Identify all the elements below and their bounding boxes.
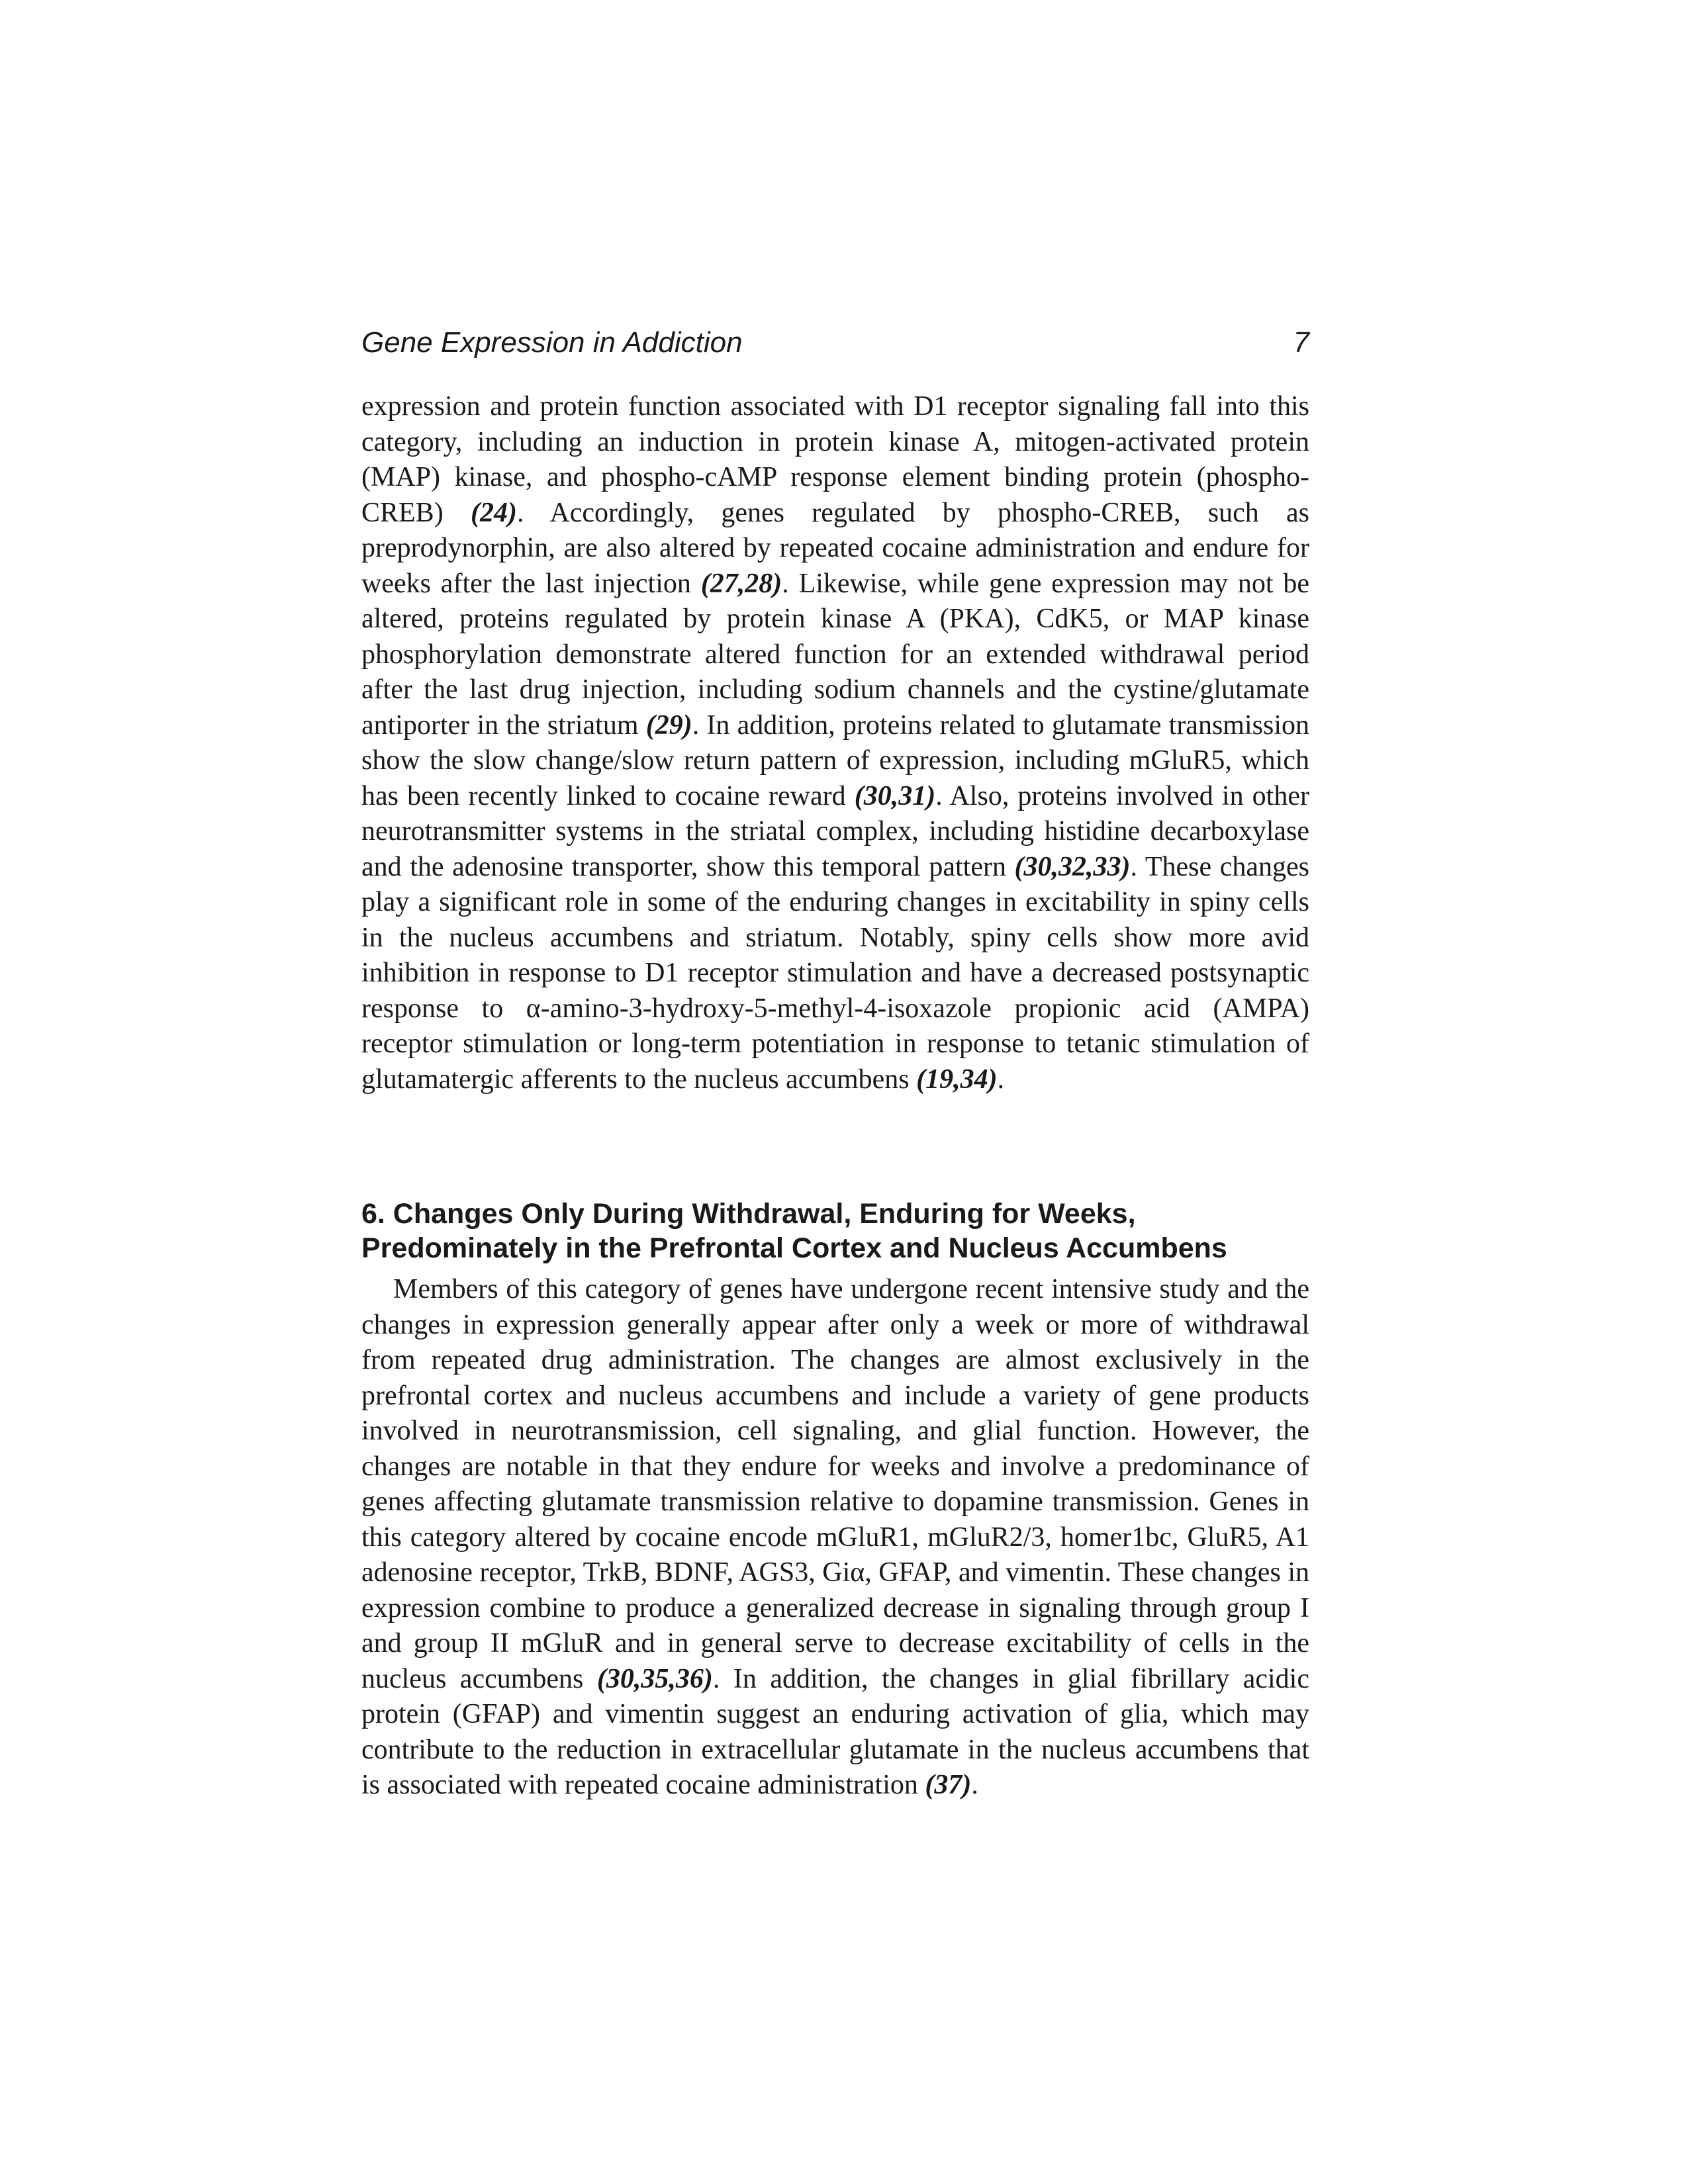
text-run: . [971,1770,978,1800]
section-heading [361,1197,1309,1265]
page-number: 7 [1293,326,1309,359]
body-paragraph-continued [361,389,1309,1097]
citation: (24) [470,497,517,528]
running-title: Gene Expression in Addiction [361,326,743,359]
citation: (19,34) [916,1064,998,1095]
citation: (37) [925,1770,972,1800]
body-paragraph [361,1272,1309,1803]
text-run: . [997,1064,1005,1095]
text-run: . These changes play a significant role in some of the enduring changes in excitability in spiny cells in the nucleus accumbens and striatum. Notably, spiny cells show more avid inhibition in response to D1 receptor stimulation and have a decreased postsynaptic response to α-amino-3-hydroxy-5-methyl-4-isoxazole propionic acid (AMPA) receptor stimulation or long-term potentiation in response to tetanic stimulation of glutamatergic afferents to the nucleus accumbens [361,851,1309,1095]
section-heading-line: Predominately in the Prefrontal Cortex and Nucleus Accumbens [361,1232,1227,1264]
text-run: . Also, proteins involved in other neurotransmitter systems in the striatal complex, including histidine decarboxylase and the adenosine transporter, show this temporal pattern [361,780,1309,882]
text-run: . Accordingly, genes regulated by phospho-CREB, such as preprodynorphin, are also altered by repeated cocaine administration and endure for weeks after the last injection [361,497,1309,599]
text-run: expression and protein function associated with D1 receptor signaling fall into this category, including an induction in protein kinase A, mitogen-activated protein (MAP) kinase, and phospho-cAMP response element binding protein (phospho-CREB) [361,391,1309,528]
citation: (30,35,36) [596,1663,713,1694]
text-run: . Likewise, while gene expression may not be altered, proteins regulated by protein kinase A (PKA), CdK5, or MAP kinase phosphorylation demonstrate altered function for an extended withdrawal period after the last drug injection, including sodium channels and the cystine/glutamate antiporter in the striatum [361,568,1309,741]
citation: (30,31) [854,780,936,811]
page-header [361,323,1309,363]
citation: (29) [645,709,692,741]
citation: (27,28) [700,568,782,599]
text-run: . In addition, proteins related to glutamate transmission show the slow change/slow return pattern of expression, including mGluR5, which has been recently linked to cocaine reward [361,709,1309,811]
text-run: Members of this category of genes have undergone recent intensive study and the changes in expression generally appear after only a week or more of withdrawal from repeated drug administration. The changes are almost exclusively in the prefrontal cortex and nucleus accumbens and include a variety of gene products involved in neurotransmission, cell signaling, and glial function. However, the changes are notable in that they endure for weeks and involve a predominance of genes affecting glutamate transmission relative to dopamine transmission. Genes in this category altered by cocaine encode mGluR1, mGluR2/3, homer1bc, GluR5, A1 adenosine receptor, TrkB, BDNF, AGS3, Giα, GFAP, and vimentin. These changes in expression combine to produce a generalized decrease in signaling through group I and group II mGluR and in general serve to decrease excitability of cells in the nucleus accumbens [361,1274,1309,1694]
text-run: . In addition, the changes in glial fibrillary acidic protein (GFAP) and vimentin suggest an enduring activation of glia, which may contribute to the reduction in extracellular glutamate in the nucleus accumbens that is associated with repeated cocaine administration [361,1663,1309,1800]
citation: (30,32,33) [1014,851,1131,882]
section-heading-line: 6. Changes Only During Withdrawal, Enduring for Weeks, [361,1198,1136,1230]
